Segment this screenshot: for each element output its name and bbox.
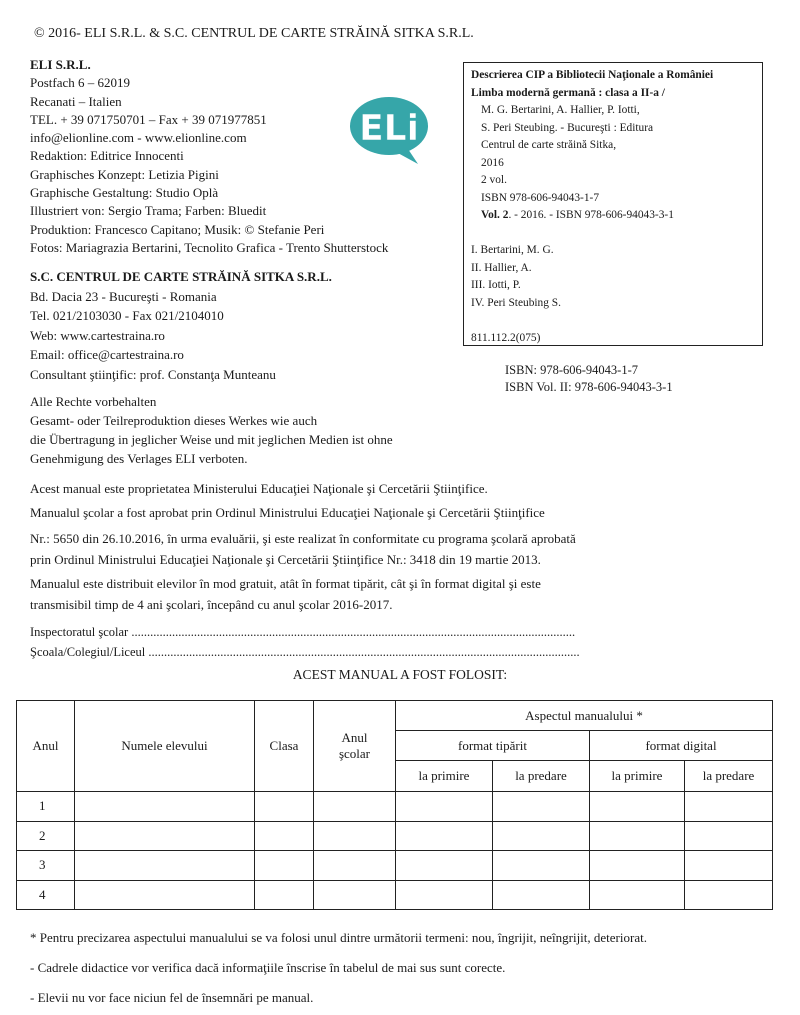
printed-return-cell[interactable] (493, 880, 590, 910)
student-name-cell[interactable] (75, 880, 255, 910)
printed-receipt-cell[interactable] (396, 851, 493, 881)
eli-line: Produktion: Francesco Capitano; Musik: © Stefanie Peri (30, 221, 325, 237)
printed-receipt-cell[interactable] (396, 880, 493, 910)
header-school-year-line2: şcolar (338, 746, 371, 761)
header-printed-format: format tipărit (396, 731, 590, 761)
printed-return-cell[interactable] (493, 792, 590, 822)
eli-line: info@elionline.com - www.elionline.com (30, 130, 247, 146)
header-aspect: Aspectul manualului * (396, 701, 773, 731)
cip-line: Centrul de carte străină Sitka, (481, 139, 617, 151)
sitka-line: Consultant ştiinţific: prof. Constanţa Munteanu (30, 366, 276, 382)
header-class: Clasa (255, 701, 314, 792)
sitka-line: Email: office@cartestraina.ro (30, 347, 184, 363)
school-year-cell[interactable] (314, 821, 396, 851)
cip-title: Descrierea CIP a Bibliotecii Naţionale a României (471, 69, 714, 81)
inspectorate-fill-line: Inspectoratul şcolar .............................................................................................................................................. (30, 625, 576, 639)
header-printed-return: la predare (493, 761, 590, 792)
cip-subtitle: Limba modernă germană : clasa a II-a / (471, 86, 665, 99)
header-student-name: Numele elevului (75, 701, 255, 792)
eli-line: Illustriert von: Sergio Trama; Farben: Bluedit (30, 203, 267, 219)
sitka-line: Tel. 021/2103030 - Fax 021/2104010 (30, 308, 224, 324)
cip-volume-rest: . - 2016. - ISBN 978-606-94043-3-1 (508, 209, 674, 221)
header-printed-receipt: la primire (396, 761, 493, 792)
cip-author: I. Bertarini, M. G. (471, 244, 554, 256)
ownership-paragraph: Acest manual este proprietatea Ministerului Educaţiei Naţionale şi Cercetării Ştiinţifice. (30, 481, 488, 496)
student-name-cell[interactable] (75, 792, 255, 822)
row-number: 3 (17, 851, 75, 881)
rights-line: die Übertragung in jeglicher Weise und mit jeglichen Medien ist ohne (30, 432, 393, 447)
school-year-cell[interactable] (314, 851, 396, 881)
note-no-markings: - Elevii nu vor face niciun fel de însemnări pe manual. (30, 990, 314, 1005)
printed-return-cell[interactable] (493, 821, 590, 851)
row-number: 4 (17, 880, 75, 910)
digital-return-cell[interactable] (685, 851, 773, 881)
cip-line: 2 vol. (481, 174, 507, 186)
table-row (17, 851, 773, 881)
school-year-cell[interactable] (314, 880, 396, 910)
sitka-line: Web: www.cartestraina.ro (30, 327, 165, 343)
header-school-year-line1: Anul (341, 730, 368, 745)
cip-author: III. Iotti, P. (471, 279, 521, 291)
class-cell[interactable] (255, 821, 314, 851)
cip-author: IV. Peri Steubing S. (471, 296, 561, 309)
eli-logo (348, 96, 430, 166)
cip-author: II. Hallier, A. (471, 261, 532, 274)
isbn-block (505, 362, 673, 396)
printed-receipt-cell[interactable] (396, 792, 493, 822)
sitka-publisher-block (30, 267, 332, 385)
header-digital-receipt: la primire (590, 761, 685, 792)
eli-line: Graphisches Konzept: Letizia Pigini (30, 166, 219, 182)
eli-logo-text: ELi (359, 108, 419, 149)
student-name-cell[interactable] (75, 821, 255, 851)
digital-return-cell[interactable] (685, 792, 773, 822)
printed-return-cell[interactable] (493, 851, 590, 881)
rights-line: Genehmigung des Verlages ELI verboten. (30, 451, 248, 466)
digital-receipt-cell[interactable] (590, 880, 685, 910)
table-row (17, 792, 773, 822)
school-fill-line: Şcoala/Colegiul/Liceul .......................................................................................................................................... (30, 645, 580, 659)
cip-description-box (463, 62, 763, 346)
digital-return-cell[interactable] (685, 880, 773, 910)
row-number: 1 (17, 792, 75, 822)
cip-line: 2016 (481, 156, 504, 169)
student-name-cell[interactable] (75, 851, 255, 881)
distribution-paragraph (30, 573, 541, 615)
header-school-year (314, 701, 396, 792)
rights-notice (30, 392, 393, 468)
table-row (17, 821, 773, 851)
table-row (17, 880, 773, 910)
eli-line: Graphische Gestaltung: Studio Oplà (30, 185, 219, 201)
isbn-line: ISBN: 978-606-94043-1-7 (505, 363, 638, 377)
evaluation-paragraph (30, 528, 576, 570)
eli-name: ELI S.R.L. (30, 57, 91, 72)
eli-line: TEL. + 39 071750701 – Fax + 39 071977851 (30, 111, 267, 127)
sitka-line: Bd. Dacia 23 - Bucureşti - Romania (30, 288, 217, 304)
distribution-line: Manualul este distribuit elevilor în mod gratuit, atât în format tipărit, cât şi în format digital şi este (30, 576, 541, 591)
digital-receipt-cell[interactable] (590, 792, 685, 822)
school-year-cell[interactable] (314, 792, 396, 822)
isbn-line: ISBN Vol. II: 978-606-94043-3-1 (505, 380, 673, 394)
evaluation-line: prin Ordinul Ministrului Educaţiei Naţionale şi Cercetării Ştiinţifice Nr.: 3418 din 19 martie 2013. (30, 552, 541, 567)
eli-publisher-block (30, 56, 388, 257)
rights-line: Alle Rechte vorbehalten (30, 394, 157, 409)
cip-code: 811.112.2(075) (471, 331, 541, 344)
eli-line: Fotos: Mariagrazia Bertarini, Tecnolito Grafica - Trento Shutterstock (30, 239, 389, 255)
digital-receipt-cell[interactable] (590, 851, 685, 881)
note-aspect-terms: * Pentru precizarea aspectului manualului se va folosi unul dintre următorii termeni: nou, îngrijit, neîngrijit, deteriorat. (30, 930, 647, 945)
header-digital-return: la predare (685, 761, 773, 792)
approval-paragraph: Manualul şcolar a fost aprobat prin Ordinul Ministrului Educaţiei Naţionale şi Cercetării Ştiinţifice (30, 505, 545, 520)
eli-line: Postfach 6 – 62019 (30, 75, 131, 91)
cip-line: ISBN 978-606-94043-1-7 (481, 191, 600, 204)
sitka-name: S.C. CENTRUL DE CARTE STRĂINĂ SITKA S.R.L. (30, 269, 332, 284)
copyright-line: © 2016- ELI S.R.L. & S.C. CENTRUL DE CARTE STRĂINĂ SITKA S.R.L. (34, 26, 474, 41)
printed-receipt-cell[interactable] (396, 821, 493, 851)
eli-line: Redaktion: Editrice Innocenti (30, 148, 184, 164)
class-cell[interactable] (255, 880, 314, 910)
cip-line: M. G. Bertarini, A. Hallier, P. Iotti, (481, 104, 640, 116)
evaluation-line: Nr.: 5650 din 26.10.2016, în urma evaluării, şi este realizat în conformitate cu programa şcolară aprobată (30, 531, 576, 546)
cip-volume-line (471, 207, 762, 225)
header-digital-format: format digital (590, 731, 773, 761)
digital-return-cell[interactable] (685, 821, 773, 851)
row-number: 2 (17, 821, 75, 851)
cip-volume-label: Vol. 2 (481, 209, 509, 221)
header-anul: Anul (17, 701, 75, 792)
note-teachers-verify: - Cadrele didactice vor verifica dacă informaţiile înscrise în tabelul de mai sus sunt corecte. (30, 960, 506, 975)
digital-receipt-cell[interactable] (590, 821, 685, 851)
distribution-line: transmisibil timp de 4 ani şcolari, începând cu anul şcolar 2016-2017. (30, 597, 393, 612)
class-cell[interactable] (255, 792, 314, 822)
rights-line: Gesamt- oder Teilreproduktion dieses Werkes wie auch (30, 413, 318, 428)
eli-line: Recanati – Italien (30, 93, 122, 109)
class-cell[interactable] (255, 851, 314, 881)
cip-line: S. Peri Steubing. - Bucureşti : Editura (481, 121, 654, 134)
usage-table-title: ACEST MANUAL A FOST FOLOSIT: (292, 667, 508, 682)
usage-table (16, 700, 773, 910)
